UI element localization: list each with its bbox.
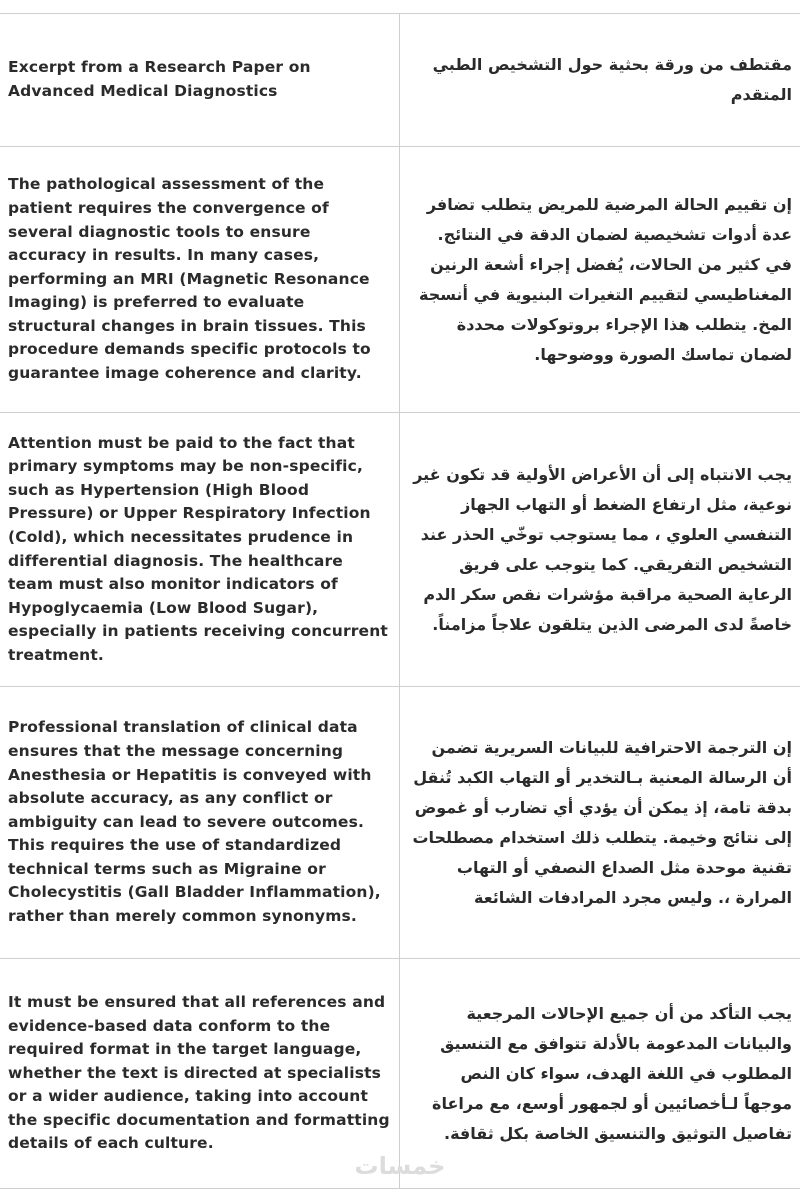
arabic-cell: [400, 959, 800, 1188]
arabic-paragraph: يجب التأكد من أن جميع الإحالات المرجعية والبيانات المدعومة بالأدلة تتوافق مع التنسيق المطلوب في اللغة الهدف، سواء كان النص موجهاً لـأخصائيين أو لجمهور أوسع، مع مراعاة تفاصيل التوثيق والتنسيق الخاصة بكل ثقافة.: [432, 1003, 792, 1143]
english-paragraph: It must be ensured that all references and evidence-based data conform to the required format in the target language, whether the text is directed at specialists or a wider audience, taking into account the specific documentation and formatting details of each culture.: [8, 992, 390, 1153]
english-title: Excerpt from a Research Paper on Advanced Medical Diagnostics: [8, 58, 311, 100]
english-cell: [0, 147, 400, 412]
english-paragraph: Professional translation of clinical data ensures that the message concerning Anesthesia or Hepatitis is conveyed with absolute accuracy, as any conflict or ambiguity can lead to severe outcomes. This requires the use of standardized technical terms such as Migraine or Cholecystitis (Gall Bladder Inflammation), rather than merely common synonyms.: [8, 718, 381, 926]
table-row: [0, 687, 800, 959]
arabic-paragraph: إن تقييم الحالة المرضية للمريض يتطلب تضافر عدة أدوات تشخيصية لضمان الدقة في النتائج. في كثير من الحالات، يُفضل إجراء أشعة الرنين المغناطيسي لتقييم التغيرات البنيوية في أنسجة المخ. يتطلب هذا الإجراء بروتوكولات محددة لضمان تماسك الصورة ووضوحها.: [419, 194, 792, 364]
arabic-cell: [400, 14, 800, 146]
table-row: [0, 147, 800, 413]
watermark-logo: خمسات: [354, 1152, 446, 1180]
english-cell: [0, 14, 400, 146]
english-cell: [0, 413, 400, 686]
english-paragraph: Attention must be paid to the fact that primary symptoms may be non-specific, such as Hypertension (High Blood Pressure) or Upper Respiratory Infection (Cold), which necessitates prudence in differential diagnosis. The healthcare team must also monitor indicators of Hypoglycaemia (Low Blood Sugar), especially in patients receiving concurrent treatment.: [8, 433, 388, 664]
arabic-cell: [400, 687, 800, 958]
arabic-paragraph: إن الترجمة الاحترافية للبيانات السريرية تضمن أن الرسالة المعنية بـالتخدير أو التهاب الكبد تُنقل بدقة تامة، إذ يمكن أن يؤدي أي تضارب أو غموض إلى نتائج وخيمة. يتطلب ذلك استخدام مصطلحات تقنية موحدة مثل الصداع النصفي أو التهاب المرارة ،. وليس مجرد المرادفات الشائعة: [412, 737, 792, 907]
arabic-cell: [400, 147, 800, 412]
bilingual-table: [0, 13, 800, 1189]
table-row: [0, 413, 800, 687]
arabic-cell: [400, 413, 800, 686]
arabic-paragraph: يجب الانتباه إلى أن الأعراض الأولية قد تكون غير نوعية، مثل ارتفاع الضغط أو التهاب الجهاز التنفسي العلوي ، مما يستوجب توخّي الحذر عند التشخيص التفريقي. كما يتوجب على فريق الرعاية الصحية مراقبة مؤشرات نقص سكر الدم خاصةً لدى المرضى الذين يتلقون علاجاً مزامناً.: [413, 464, 792, 634]
english-cell: [0, 687, 400, 958]
arabic-title: مقتطف من ورقة بحثية حول التشخيص الطبي المتقدم: [432, 55, 792, 104]
english-paragraph: The pathological assessment of the patient requires the convergence of several diagnostic tools to ensure accuracy in results. In many cases, performing an MRI (Magnetic Resonance Imaging) is preferred to evaluate structural changes in brain tissues. This procedure demands specific protocols to guarantee image coherence and clarity.: [8, 175, 371, 383]
table-row: [0, 14, 800, 147]
